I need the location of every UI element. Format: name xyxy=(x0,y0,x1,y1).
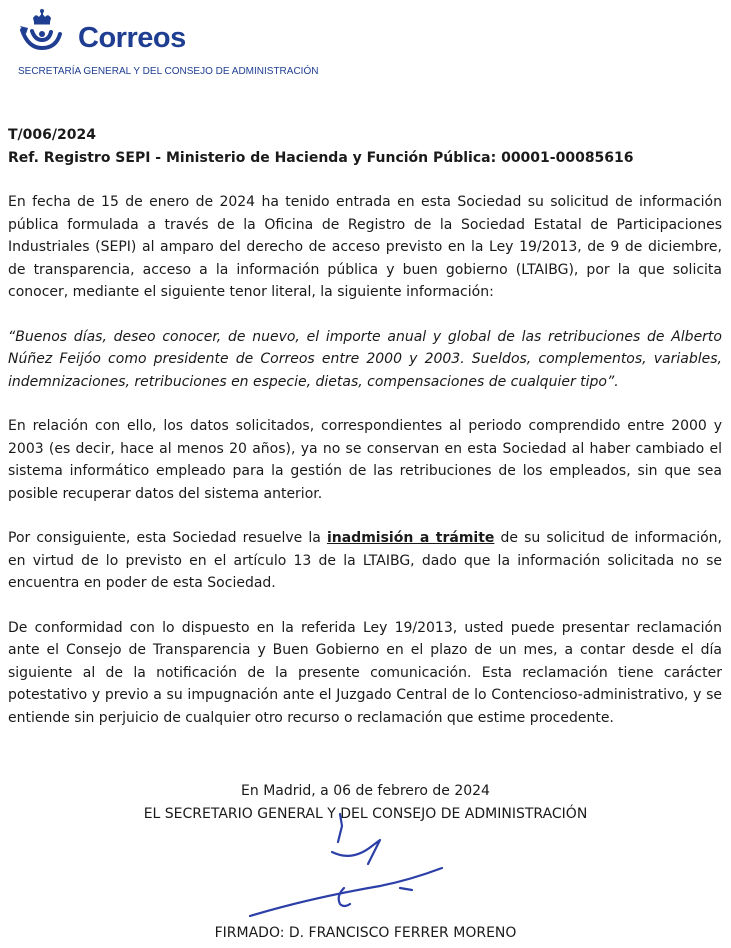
logo-wordmark: Correos xyxy=(78,21,186,54)
crown-icon xyxy=(33,9,51,25)
registry-reference: Ref. Registro SEPI - Ministerio de Hacienda y Función Pública: 00001-00085616 xyxy=(8,149,634,166)
paragraph-data-status: En relación con ello, los datos solicitados, correspondientes al periodo comprendido entre 2000 y 2003 (es decir, hace al menos 20 años), ya no se conservan en esta Sociedad al haber cambiado el sistema informático empleado para la gestión de las retribuciones de los empleados, sin que sea posible recuperar datos del sistema anterior. xyxy=(8,418,722,502)
handwritten-signature xyxy=(240,812,460,922)
file-number: T/006/2024 xyxy=(8,127,96,143)
place-date: En Madrid, a 06 de febrero de 2024 xyxy=(241,783,490,799)
signer-title: EL SECRETARIO GENERAL Y DEL CONSEJO DE ADMINISTRACIÓN xyxy=(143,806,588,822)
paragraph-appeal: De conformidad con lo dispuesto en la referida Ley 19/2013, usted puede presentar reclamación ante el Consejo de Transparencia y Buen Gobierno en el plazo de un mes, a contar desde el día siguiente al de la notificación de la presente comunicación. Esta reclamación tiene carácter potestativo y previo a su impugnación ante el Juzgado Central de lo Contencioso-administrativo, y se entiende sin perjuicio de cualquier otro recurso o reclamación que estime procedente. xyxy=(8,619,722,726)
resolution-text-before: Por consiguiente, esta Sociedad resuelve la xyxy=(8,530,327,546)
quoted-request: “Buenos días, deseo conocer, de nuevo, el importe anual y global de las retribuciones de Alberto Núñez Feijóo como presidente de Correos entre 2000 y 2003. Sueldos, complementos, variables, indemnizaciones, retribuciones en especie, dietas, compensaciones de cualquier tipo”. xyxy=(8,328,722,390)
letter-body xyxy=(8,124,722,729)
paragraph-resolution xyxy=(8,527,722,595)
resolution-text-after: de su solicitud de información, en virtud de lo previsto en el artículo 13 de la LTAIBG, dado que la información solicitada no se encuentra en poder de esta Sociedad. xyxy=(8,530,722,591)
post-horn-icon xyxy=(18,8,76,56)
signed-by: FIRMADO: D. FRANCISCO FERRER MORENO xyxy=(214,925,517,941)
paragraph-request: En fecha de 15 de enero de 2024 ha tenido entrada en esta Sociedad su solicitud de información pública formulada a través de la Oficina de Registro de la Sociedad Estatal de Participaciones Industriales (SEPI) al amparo del derecho de acceso previsto en la Ley 19/2013, de 9 de diciembre, de transparencia, acceso a la información pública y buen gobierno (LTAIBG), por la que solicita conocer, mediante el siguiente tenor literal, la siguiente información: xyxy=(8,194,722,300)
resolution-emphasis: inadmisión a trámite xyxy=(326,530,495,546)
letterhead xyxy=(18,8,418,77)
correos-logo xyxy=(18,8,418,56)
department-name: SECRETARÍA GENERAL Y DEL CONSEJO DE ADMINISTRACIÓN xyxy=(18,66,319,77)
